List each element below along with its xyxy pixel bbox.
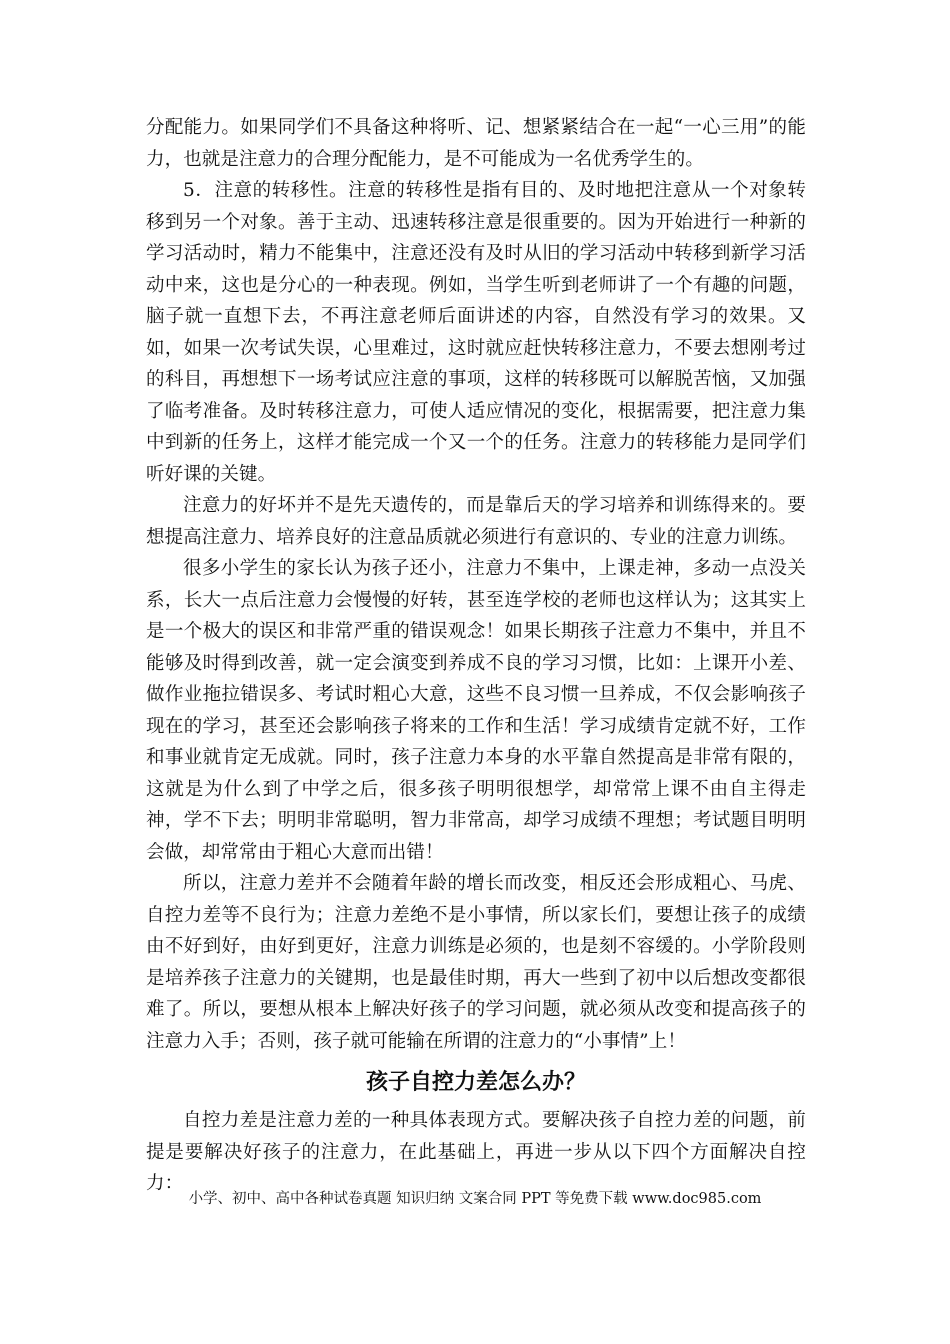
- paragraph-attention-shifting: 5．注意的转移性。注意的转移性是指有目的、及时地把注意从一个对象转移到另一个对象。善于主动、迅速转移注意是很重要的。因为开始进行一种新的学习活动时，精力不能集中，注意还没有及时从旧的学习活动中转移到新学习活动中来，这也是分心的一种表现。例如，当学生听到老师讲了一个有趣的问题，脑子就一直想下去，不再注意老师后面讲述的内容，自然没有学习的效果。又如，如果一次考试失误，心里难过，这时就应赶快转移注意力，不要去想刚考过的科目，再想想下一场考试应注意的事项，这样的转移既可以解脱苦恼，又加强了临考准备。及时转移注意力，可使人适应情况的变化，根据需要，把注意力集中到新的任务上，这样才能完成一个又一个的任务。注意力的转移能力是同学们听好课的关键。: [146, 180, 806, 485]
- section-heading: 孩子自控力差怎么办？: [365, 1069, 586, 1095]
- paragraph-continued: 分配能力。如果同学们不具备这种将听、记、想紧紧结合在一起“一心三用”的能力，也就是注意力的合理分配能力，是不可能成为一名优秀学生的。: [146, 117, 806, 170]
- paragraph-self-control-intro: 自控力差是注意力差的一种具体表现方式。要解决孩子自控力差的问题，前提是要解决好孩子的注意力，在此基础上，再进一步从以下四个方面解决自控力：: [146, 1110, 806, 1194]
- paragraph-attention-training: 注意力的好坏并不是先天遗传的，而是靠后天的学习培养和训练得来的。要想提高注意力、培养良好的注意品质就必须进行有意识的、专业的注意力训练。: [146, 495, 806, 548]
- paragraph-conclusion: 所以，注意力差并不会随着年龄的增长而改变，相反还会形成粗心、马虎、自控力差等不良行为；注意力差绝不是小事情，所以家长们，要想让孩子的成绩由不好到好，由好到更好，注意力训练是必须的，也是刻不容缓的。小学阶段则是培养孩子注意力的关键期，也是最佳时期，再大一些到了初中以后想改变都很难了。所以，要想从根本上解决好孩子的学习问题，就必须从改变和提高孩子的注意力入手；否则，孩子就可能输在所谓的注意力的“小事情”上！: [146, 873, 806, 1052]
- page-footer: 小学、初中、高中各种试卷真题 知识归纳 文案合同 PPT 等免费下载 www.doc985.com: [188, 1191, 762, 1207]
- paragraph-parents-misconception: 很多小学生的家长认为孩子还小，注意力不集中，上课走神，多动一点没关系，长大一点后注意力会慢慢的好转，甚至连学校的老师也这样认为；这其实上是一个极大的误区和非常严重的错误观念！如果长期孩子注意力不集中，并且不能够及时得到改善，就一定会演变到养成不良的学习习惯，比如：上课开小差、做作业拖拉错误多、考试时粗心大意，这些不良习惯一旦养成，不仅会影响孩子现在的学习，甚至还会影响孩子将来的工作和生活！学习成绩肯定就不好，工作和事业就肯定无成就。同时，孩子注意力本身的水平靠自然提高是非常有限的，这就是为什么到了中学之后，很多孩子明明很想学，却常常上课不由自主得走神，学不下去；明明非常聪明，智力非常高，却学习成绩不理想；考试题目明明会做，却常常由于粗心大意而出错！: [146, 558, 806, 863]
- document-body: [146, 112, 806, 1200]
